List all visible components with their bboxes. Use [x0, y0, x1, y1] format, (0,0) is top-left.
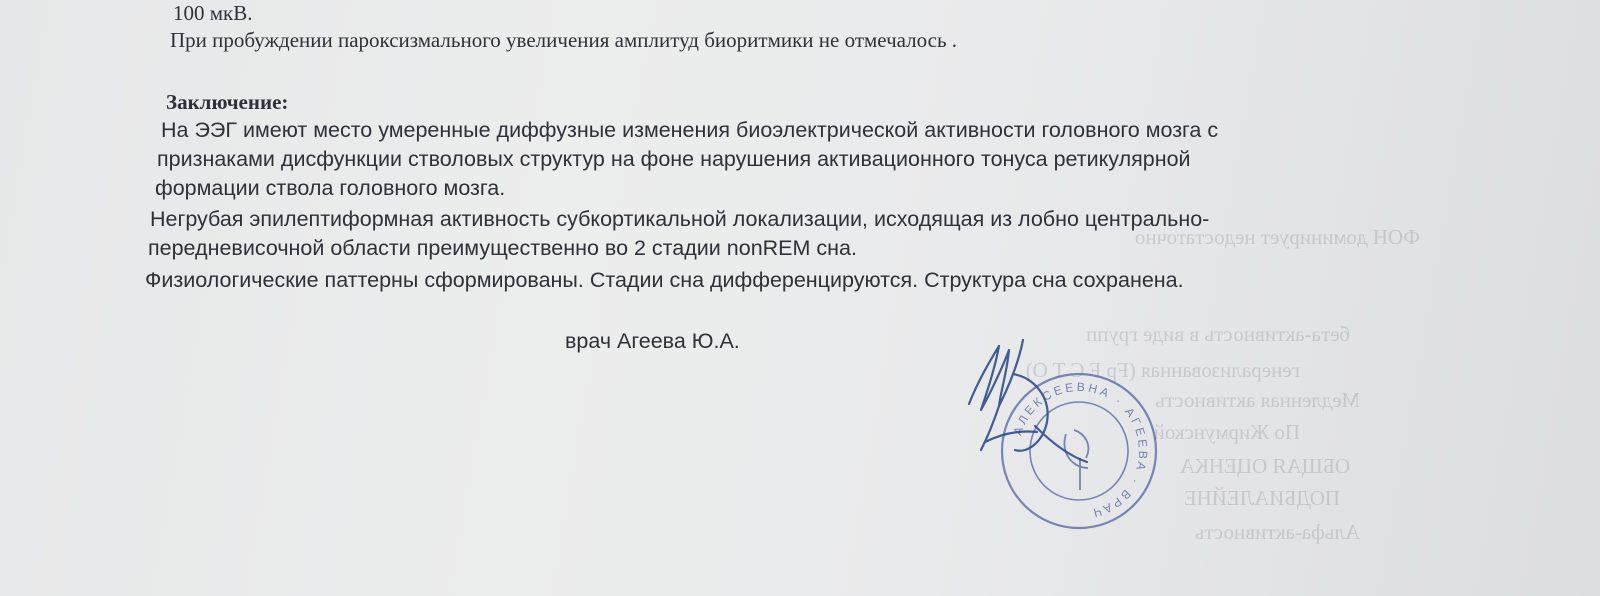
- handwritten-signature: [965, 338, 1105, 468]
- bleed-through-line: Медленная активность: [1155, 388, 1360, 412]
- conclusion-text-line: формации ствола головного мозга.: [155, 176, 506, 200]
- conclusion-text-line: признаками дисфункции стволовых структур на фоне нарушения активационного тонуса ретикулярной: [157, 147, 1191, 171]
- amplitude-unit-text: 100 мкВ.: [173, 1, 253, 25]
- bleed-through-line: бета-активность в виде групп: [1085, 322, 1350, 346]
- epileptiform-text-line: передневисочной области преимущественно во 2 стадии nonREM сна.: [148, 236, 857, 260]
- physiology-text: Физиологические паттерны сформированы. Стадии сна дифференцируются. Структура сна сохранена.: [145, 268, 1184, 292]
- bleed-through-line: По Жирмунской: [1153, 420, 1300, 444]
- bleed-through-line: Альфа-активность: [1194, 520, 1360, 544]
- stamp-text: АЛЕКСЕЕВНА · АГЕЕВА · ВРАЧ: [1010, 379, 1151, 521]
- conclusion-text-line: На ЭЭГ имеют место умеренные диффузные изменения биоэлектрической активности головного мозга с: [161, 118, 1219, 142]
- bleed-through-line: ОБЩАЯ ОЦЕНКА: [1179, 454, 1350, 478]
- bleed-through-line: ФОН доминирует недостаточно: [1134, 225, 1420, 249]
- conclusion-heading: Заключение:: [166, 90, 289, 114]
- doctor-signature-line: врач Агеева Ю.А.: [565, 329, 740, 353]
- epileptiform-text-line: Негрубая эпилептиформная активность субкортикальной локализации, исходящая из лобно центрально-: [150, 207, 1210, 231]
- bleed-through-line: генерализованная (Fp F C T O): [1025, 358, 1300, 382]
- bleed-through-line: ПОДБИАЛЕЙНЕ: [1183, 486, 1340, 510]
- awakening-text: При пробуждении пароксизмального увеличения амплитуд биоритмики не отмечалось .: [170, 28, 958, 52]
